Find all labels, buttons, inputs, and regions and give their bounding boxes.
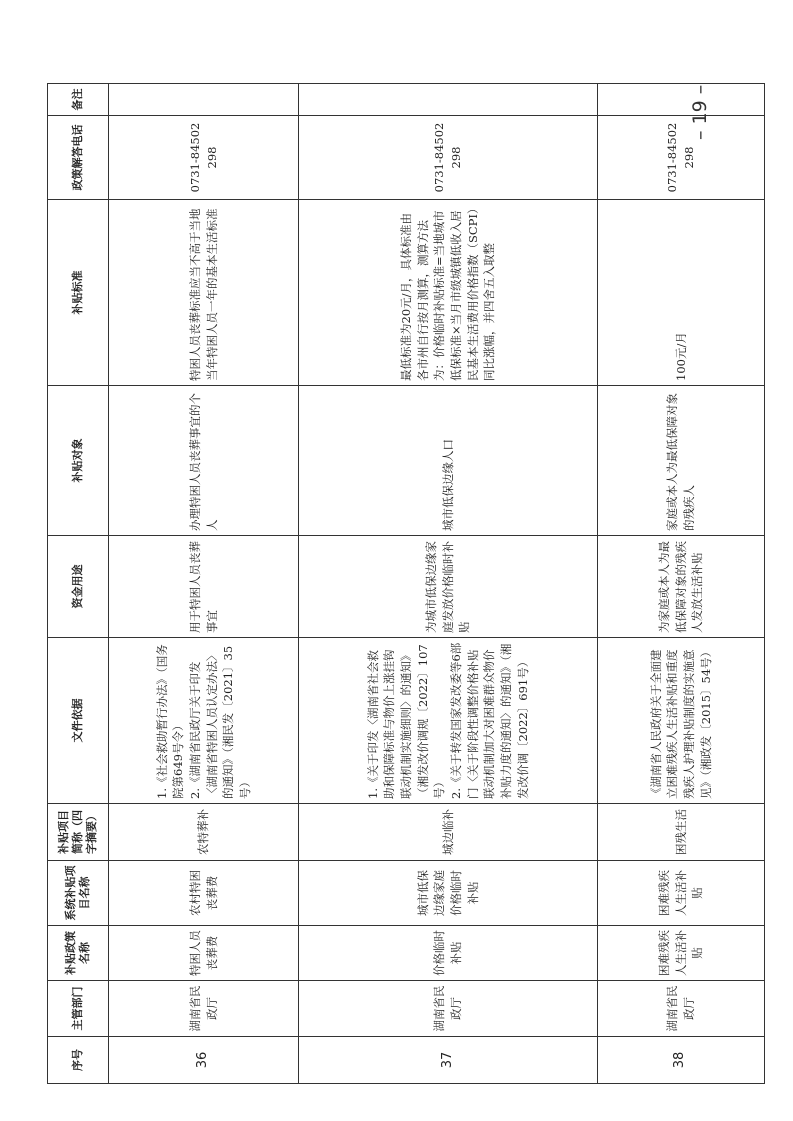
basis-item: 1.《关于印发〈湖南省社会救助和保障标准与物价上涨挂钩联动机制实施细则〉的通知》（湘发改价调规〔2022〕107号） [365, 644, 447, 799]
row-fund-use: 为家庭或本人为最低保障对象的残疾人发放生活补贴 [597, 536, 764, 638]
subsidy-table [47, 83, 765, 1084]
row-short: 农特葬补 [109, 804, 299, 861]
row-index: 38 [597, 1037, 764, 1084]
table-row [597, 84, 764, 1084]
row-index: 37 [299, 1037, 597, 1084]
header-standard: 补贴标准 [48, 200, 109, 386]
row-policy: 价格临时补贴 [299, 926, 597, 981]
header-system-item: 系统补贴项目名称 [48, 861, 109, 926]
row-short: 困残生活 [597, 804, 764, 861]
header-note: 备注 [48, 84, 109, 116]
row-system-item: 困难残疾人生活补贴 [597, 861, 764, 926]
header-basis: 文件依据 [48, 638, 109, 804]
header-fund-use: 资金用途 [48, 536, 109, 638]
row-system-item: 城市低保边缘家庭价格临时补贴 [299, 861, 597, 926]
row-standard: 100元/月 [597, 200, 764, 386]
header-index: 序号 [48, 1037, 109, 1084]
row-system-item: 农村特困丧葬费 [109, 861, 299, 926]
rotated-table-container [47, 84, 765, 1084]
row-note [109, 84, 299, 116]
row-fund-use: 用于特困人员丧葬事宜 [109, 536, 299, 638]
row-department: 湖南省民政厅 [109, 981, 299, 1037]
header-department: 主管部门 [48, 981, 109, 1037]
page-number: – 19 – [689, 84, 711, 140]
header-short-name: 补贴项目简称（四字摘要） [48, 804, 109, 861]
row-target: 家庭或本人为最低保障对象的残疾人 [597, 386, 764, 536]
row-phone: 0731-84502298 [597, 116, 764, 200]
table-row [299, 84, 597, 1084]
table-row [109, 84, 299, 1084]
row-target: 办理特困人员丧葬事宜的个人 [109, 386, 299, 536]
table-header-row [48, 84, 109, 1084]
row-basis [597, 638, 764, 804]
row-policy: 困难残疾人生活补贴 [597, 926, 764, 981]
row-target: 城市低保边缘人口 [299, 386, 597, 536]
row-phone: 0731-84502298 [109, 116, 299, 200]
row-standard: 特困人员丧葬标准应当不高于当地当年特困人员一年的基本生活标准 [109, 200, 299, 386]
row-note [299, 84, 597, 116]
row-fund-use: 为城市低保边缘家庭发放价格临时补贴 [299, 536, 597, 638]
row-standard: 最低标准为20元/月，具体标准由各市州自行按月测算，测算方法为：价格临时补贴标准=当地城市低保标准×当月市级城镇低收入居民基本生活费用价格指数（SCPI）同比涨幅，并四舍五入取整 [299, 200, 597, 386]
basis-item: 1.《社会救助暂行办法》（国务院第649号令） [154, 644, 186, 799]
row-basis [109, 638, 299, 804]
row-policy: 特困人员丧葬费 [109, 926, 299, 981]
basis-item: 2.《湖南省民政厅关于印发〈湖南省特困人员认定办法〉的通知》（湘民发〔2021〕35号） [188, 645, 253, 799]
basis-item: 《湖南省人民政府关于全面建立困难残疾人生活补贴和重度残疾人护理补贴制度的实施意见》（湘政发〔2015〕54号） [648, 645, 713, 799]
row-short: 城边临补 [299, 804, 597, 861]
row-phone: 0731-84502298 [299, 116, 597, 200]
row-index: 36 [109, 1037, 299, 1084]
row-department: 湖南省民政厅 [597, 981, 764, 1037]
header-policy-name: 补贴政策名称 [48, 926, 109, 981]
header-phone: 政策解答电话 [48, 116, 109, 200]
basis-item: 2.《关于转发国家发改委等6部门〈关于阶段性调整价格补贴联动机制加大对困难群众物价补贴力度的通知〉的通知》（湘发改价调〔2022〕691号） [449, 642, 530, 799]
row-department: 湖南省民政厅 [299, 981, 597, 1037]
header-target: 补贴对象 [48, 386, 109, 536]
row-basis [299, 638, 597, 804]
